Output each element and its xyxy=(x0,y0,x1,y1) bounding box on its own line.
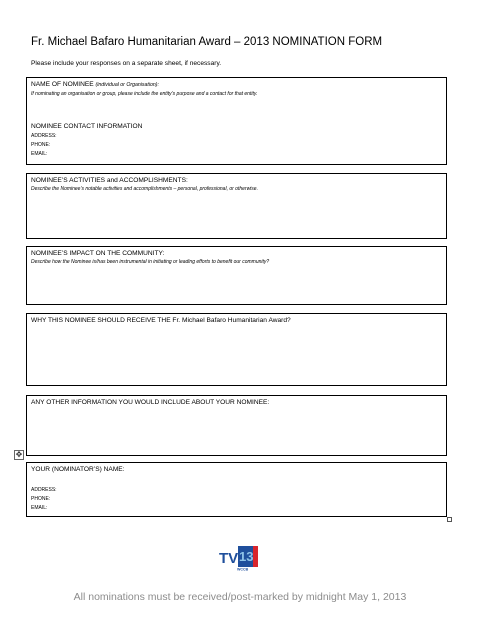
table-resize-handle-icon[interactable] xyxy=(447,517,452,522)
nominee-name-label: NAME OF NOMINEE (individual or Organisation): xyxy=(31,81,159,88)
form-subtitle: Please include your responses on a separate sheet, if necessary. xyxy=(31,60,222,67)
nominator-name-label: YOUR (NOMINATOR’S) NAME: xyxy=(31,466,125,473)
table-move-handle-icon[interactable]: ✥ xyxy=(15,450,23,459)
other-info-section[interactable] xyxy=(26,395,447,456)
nominator-email-label: EMAIL: xyxy=(31,505,48,511)
nominee-phone-label: PHONE: xyxy=(31,142,51,148)
nominator-address-label: ADDRESS: xyxy=(31,487,57,493)
tv13-logo xyxy=(219,545,260,571)
form-title: Fr. Michael Bafaro Humanitarian Award – 2013 NOMINATION FORM xyxy=(31,36,383,48)
nominee-section[interactable] xyxy=(26,77,447,165)
activities-label: NOMINEE’S ACTIVITIES and ACCOMPLISHMENTS: xyxy=(31,177,188,184)
nominee-address-label: ADDRESS: xyxy=(31,133,57,139)
impact-section[interactable] xyxy=(26,246,447,305)
why-section[interactable] xyxy=(26,313,447,386)
nominee-name-description: If nominating an organisation or group, please include the entity’s purpose and a contact for that entity. xyxy=(31,91,258,97)
svg-text:13: 13 xyxy=(239,549,254,564)
nominator-phone-label: PHONE: xyxy=(31,496,51,502)
svg-text:WCCB: WCCB xyxy=(237,567,249,571)
svg-text:TV: TV xyxy=(219,550,239,567)
footer-deadline-note: All nominations must be received/post-marked by midnight May 1, 2013 xyxy=(73,591,407,603)
nominee-contact-label: NOMINEE CONTACT INFORMATION xyxy=(31,123,143,130)
impact-label: NOMINEE’S IMPACT ON THE COMMUNITY: xyxy=(31,250,165,257)
why-label: WHY THIS NOMINEE SHOULD RECEIVE THE Fr. Michael Bafaro Humanitarian Award? xyxy=(31,317,291,324)
other-info-label: ANY OTHER INFORMATION YOU WOULD INCLUDE ABOUT YOUR NOMINEE: xyxy=(31,399,270,406)
activities-section[interactable] xyxy=(26,173,447,239)
nominee-email-label: EMAIL: xyxy=(31,151,48,157)
impact-description: Describe how the Nominee is/has been instrumental in initiating or leading efforts to benefit our community? xyxy=(31,259,270,265)
activities-description: Describe the Nominee’s notable activities and accomplishments – personal, professional, or otherwise. xyxy=(31,186,258,192)
nominator-section[interactable] xyxy=(26,462,447,517)
